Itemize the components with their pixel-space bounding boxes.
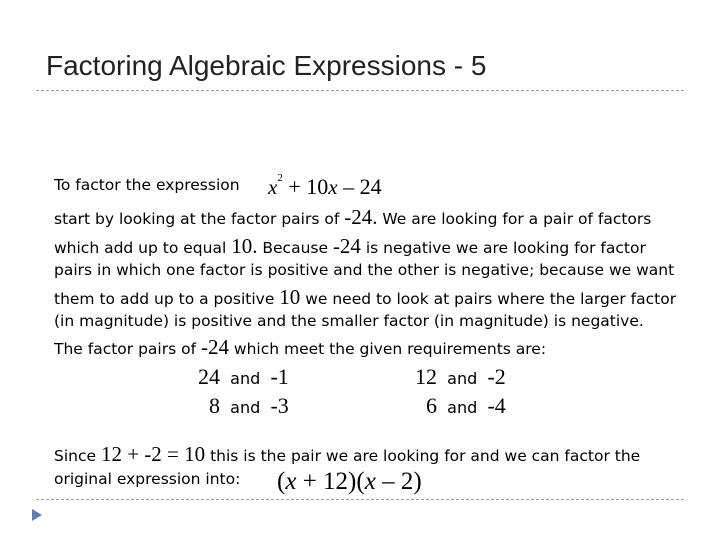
factored-expression: (x + 12)(x – 2) bbox=[277, 468, 422, 495]
factor-pair-24-neg1: 24 and -1 bbox=[198, 364, 289, 389]
text-line-4: pairs in which one factor is positive and the other is negative; because we want bbox=[54, 261, 675, 279]
slide-title: Factoring Algebraic Expressions - 5 bbox=[46, 50, 487, 81]
text-line-6: (in magnitude) is positive and the smaller factor (in magnitude) is negative. bbox=[54, 312, 644, 330]
text-line-2: start by looking at the factor pairs of -24. We are looking for a pair of factors bbox=[54, 205, 652, 229]
text-line-5: them to add up to a positive 10 we need to look at pairs where the larger factor bbox=[54, 285, 677, 309]
bullet-arrow-icon bbox=[32, 509, 42, 521]
text-line-9: original expression into: bbox=[54, 470, 241, 488]
factor-pair-6-neg4: 6 and -4 bbox=[426, 393, 506, 418]
factor-pair-12-neg2: 12 and -2 bbox=[415, 364, 506, 389]
title-divider bbox=[36, 90, 684, 91]
text-line-3: which add up to equal 10. Because -24 is negative we are looking for factor bbox=[54, 234, 646, 258]
text-line-8: Since 12 + -2 = 10 this is the pair we are looking for and we can factor the bbox=[54, 442, 641, 466]
expression: $x^2 + 10x - 24$ bbox=[268, 172, 382, 199]
factor-pair-8-neg3: 8 and -3 bbox=[209, 393, 289, 418]
intro-text: To factor the expression bbox=[54, 176, 240, 194]
text-line-7: The factor pairs of -24 which meet the given requirements are: bbox=[54, 335, 547, 359]
intro-line bbox=[54, 176, 240, 194]
footer-divider bbox=[36, 499, 684, 500]
